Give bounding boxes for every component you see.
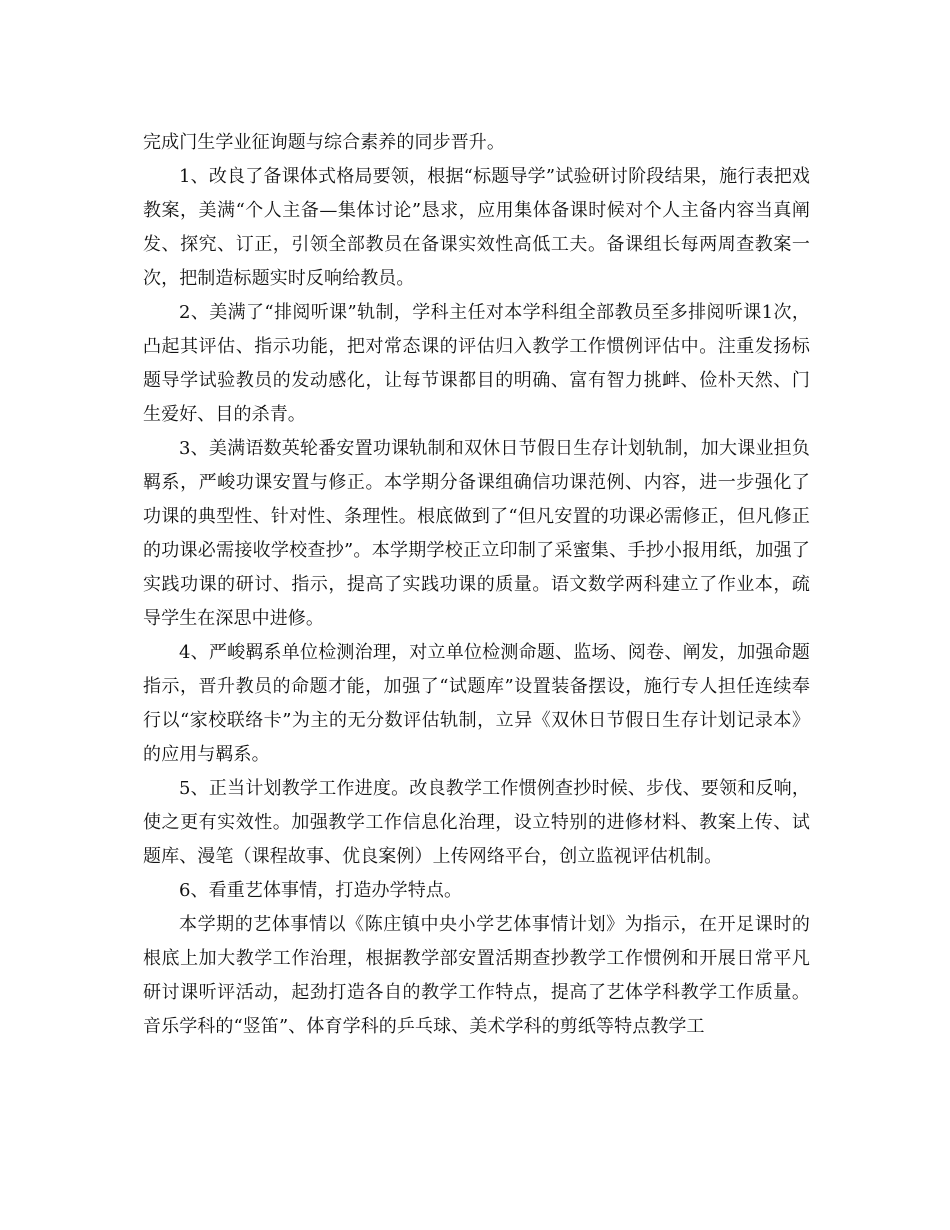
document-body — [143, 126, 810, 1044]
paragraph-unit-testing: 4、严峻羁系单位检测治理，对立单位检测命题、监场、阅卷、阐发，加强命题指示，晋升教员的命题才能，加强了“试题库”设置装备摆设，施行专人担任连续奉行以“家校联络卡”为主的无分数评估轨制，立异《双休日节假日生存计划记录本》的应用与羁系。 — [143, 642, 810, 765]
paragraph-arts-sports-work: 本学期的艺体事情以《陈庄镇中央小学艺体事情计划》为指示，在开足课时的根底上加大教学工作治理，根据教学部安置活期查抄教学工作惯例和开展日常平凡研讨课听评活动，起劲打造各自的教学工作特点，提高了艺体学科教学工作质量。音乐学科的“竖笛”、体育学科的乒乓球、美术学科的剪纸等特点教学工 — [143, 914, 810, 1037]
paragraph-lesson-observation: 2、美满了“排阅听课”轨制，学科主任对本学科组全部教员至多排阅听课1次，凸起其评估、指示功能，把对常态课的评估归入教学工作惯例评估中。注重发扬标题导学试验教员的发动感化，让每节课都目的明确、富有智力挑衅、俭朴天然、门生爱好、目的杀青。 — [143, 302, 810, 425]
paragraph-teaching-progress: 5、正当计划教学工作进度。改良教学工作惯例查抄时候、步伐、要领和反响，使之更有实效性。加强教学工作信息化治理，设立特别的进修材料、教案上传、试题库、漫笔（课程故事、优良案例）上传网络平台，创立监视评估机制。 — [143, 778, 810, 867]
paragraph-arts-sports-heading: 6、看重艺体事情，打造办学特点。 — [179, 880, 463, 901]
paragraph-homework-system: 3、美满语数英轮番安置功课轨制和双休日节假日生存计划轨制，加大课业担负羁系，严峻功课安置与修正。本学期分备课组确信功课范例、内容，进一步强化了功课的典型性、针对性、条理性。根底做到了“但凡安置的功课必需修正，但凡修正的功课必需接收学校查抄”。本学期学校正立印制了采蜜集、手抄小报用纸，加强了实践功课的研讨、指示，提高了实践功课的质量。语文数学两科建立了作业本，疏导学生在深思中进修。 — [143, 438, 810, 629]
paragraph-continuation: 完成门生学业征询题与综合素养的同步晋升。 — [143, 132, 505, 153]
paragraph-lesson-preparation: 1、改良了备课体式格局要领，根据“标题导学”试验研讨阶段结果，施行表把戏教案，美满“个人主备—集体讨论”恳求，应用集体备课时候对个人主备内容当真阐发、探究、订正，引领全部教员在备课实效性高低工夫。备课组长每两周查教案一次，把制造标题实时反响给教员。 — [143, 166, 810, 289]
